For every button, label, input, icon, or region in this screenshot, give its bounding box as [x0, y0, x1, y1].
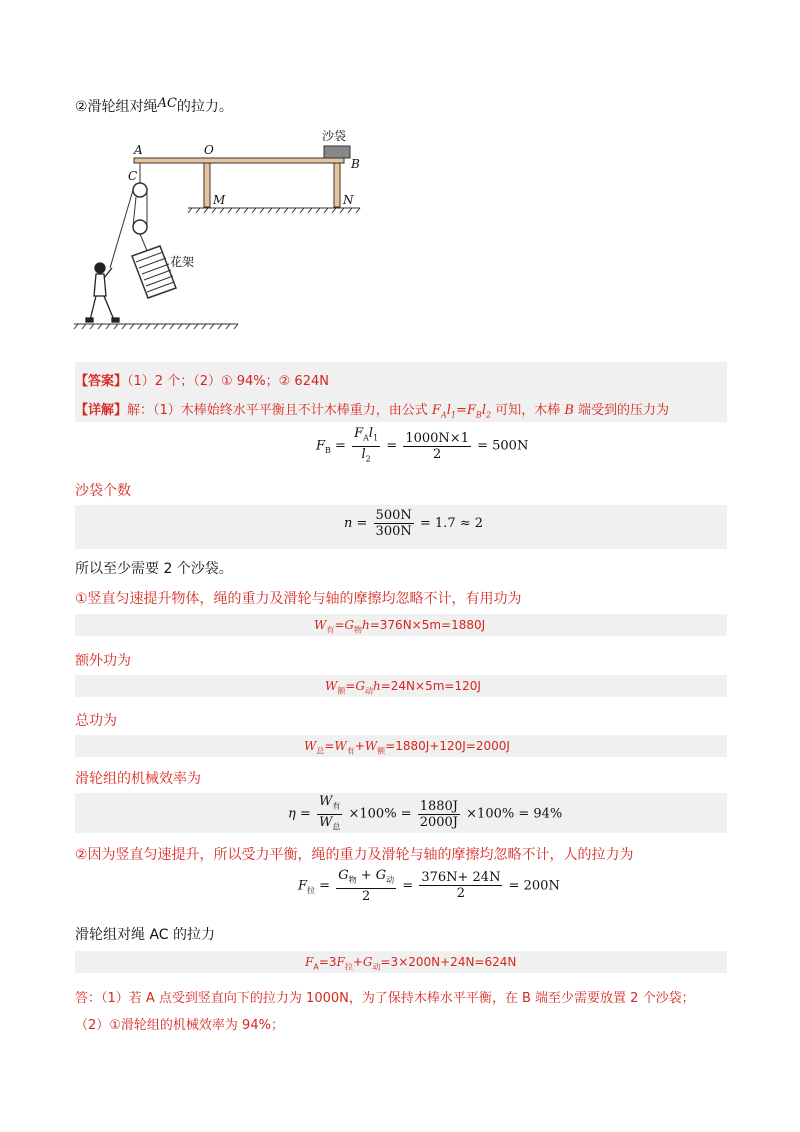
flower-rack-drawing: [132, 246, 176, 298]
equation-force: $F_拉$ = $\frac{G_物 + G_动}{2}$ = $\frac{376N+ 24N}{2}$ = 200N: [298, 868, 560, 904]
final-answer-1: 答：（1）若 A 点受到竖直向下的拉力为 1000N，为了保持木棒水平平衡，在 B 端至少需要放置 2 个沙袋；: [75, 991, 695, 1006]
detail-part-a: 解：（1）木棒始终水平平衡且不计木棒重力，由公式: [127, 403, 432, 418]
question-prefix: ②滑轮组对绳: [75, 99, 158, 115]
label-flower-rack: 花架: [170, 255, 195, 269]
eq2-rhs: = 1.7 ≈ 2: [419, 516, 484, 531]
eq-total: $W_总=W_有+W_额=1880J+120J=2000J$: [304, 739, 510, 756]
force-text: ②因为竖直匀速提升，所以受力平衡，绳的重力及滑轮与轴的摩擦均忽略不计，人的拉力为: [75, 847, 634, 863]
eq1-rhs: = 500N: [477, 438, 529, 454]
eq1-num2: 1000N×1: [405, 430, 469, 446]
detail-formula: $F_Al_1=F_Bl_2$: [431, 403, 492, 420]
detail-part-b: 可知，木棒: [491, 403, 565, 418]
lever-pulley-figure: [70, 128, 360, 338]
lever-beam: [134, 158, 344, 163]
eq-rope: $F_A=3F_拉+G_动=3\times 200N+24N=624N$: [305, 955, 517, 972]
label-b: B: [351, 157, 360, 171]
eq-eff-lhs: η =: [288, 806, 311, 822]
eq2-den: 300N: [375, 524, 412, 539]
eq-force-den2: 2: [456, 886, 466, 902]
fixed-pulley: [133, 183, 147, 197]
answer-text: （1）2 个；（2）① 94%；② 624N: [127, 374, 329, 389]
useful-work-text: ①竖直匀速提升物体，绳的重力及滑轮与轴的摩擦均忽略不计，有用功为: [75, 591, 522, 607]
efficiency-text: 滑轮组的机械效率为: [75, 771, 201, 787]
conclusion1-text: 所以至少需要 2 个沙袋。: [75, 561, 233, 577]
extra-work-text: 额外功为: [75, 653, 131, 669]
eq1-den2: 2: [433, 446, 442, 462]
eq-force-num2: 376N+ 24N: [421, 870, 501, 886]
rope-force-text: 滑轮组对绳 AC 的拉力: [75, 927, 216, 943]
eq-extra: $W_额=G_动h=24N\times 5m=120J$: [325, 679, 481, 696]
answer-line: [75, 370, 329, 389]
detail-line: [75, 399, 669, 420]
final-answer-2: （2）①滑轮组的机械效率为 94%；: [75, 1018, 284, 1033]
eq-eff-num2: 1880J: [419, 798, 459, 814]
eq-force-rhs: = 200N: [508, 878, 560, 894]
label-o: O: [204, 143, 214, 157]
label-m: M: [213, 193, 226, 207]
eq-eff-den2: 2000J: [419, 814, 459, 830]
label-a: A: [134, 143, 143, 157]
label-n: N: [343, 193, 354, 207]
eq2-lhs: n =: [344, 516, 368, 531]
person-figure: [86, 263, 119, 322]
label-sandbag: 沙袋: [322, 129, 347, 143]
eq-eff-mid: ×100% =: [348, 806, 412, 822]
detail-part-d: 端受到的压力为: [573, 403, 670, 418]
support-m: [204, 163, 210, 207]
upper-ground: [188, 208, 360, 213]
equation-fb: $F_B$ = $\frac{F_Al_1}{l_2}$ = $\frac{1000N\times 1}{2}$ = 500N: [316, 426, 529, 464]
eq2-num: 500N: [375, 508, 412, 523]
answer-bracket: 【答案】: [75, 374, 128, 389]
moving-pulley: [133, 220, 147, 234]
sandbag-block: [324, 146, 350, 158]
question-var: AC: [157, 96, 177, 111]
total-work-text: 总功为: [75, 713, 117, 729]
lower-ground: [74, 324, 238, 329]
equation-n: [344, 508, 483, 539]
question-suffix: 的拉力。: [176, 99, 233, 115]
eq-useful: $W_有=G_物h=376N\times 5m=1880J$: [314, 618, 486, 635]
sandbag-count-text: 沙袋个数: [75, 483, 131, 499]
question-line: [75, 96, 233, 116]
equation-efficiency: η = $\frac{W_有}{W_总}$ ×100% = $\frac{1880J}{2000J}$ ×100% = 94%: [288, 794, 563, 832]
support-n: [334, 163, 340, 207]
eq-force-den1: 2: [362, 888, 371, 904]
eq-eff-rhs: ×100% = 94%: [466, 806, 563, 822]
detail-bracket: 【详解】: [75, 403, 128, 418]
label-c: C: [128, 169, 138, 183]
detail-b-letter: B: [564, 403, 574, 418]
